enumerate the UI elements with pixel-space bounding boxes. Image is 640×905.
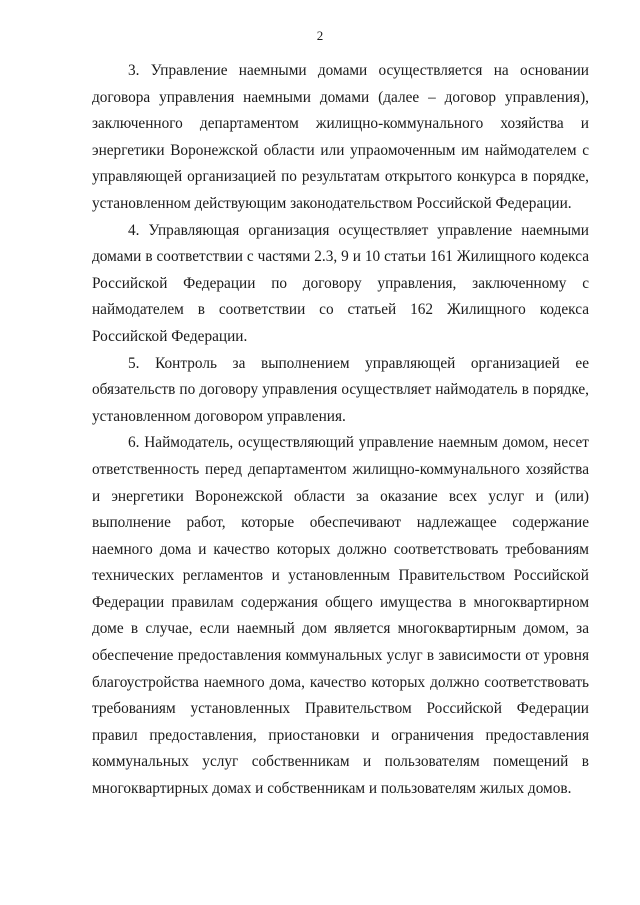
paragraph-5: 5. Контроль за выполнением управляющей организацией ее обязательств по договору управления осуществляет наймодатель в порядке, установленном договором управления. [92,354,589,425]
page-number: 2 [316,28,324,43]
document-body [92,58,589,803]
paragraph-3: 3. Управление наемными домами осуществляется на основании договора управления наемными домами (далее – договор управления), заключенного департаментом жилищно-коммунального хозяйства и энергетики Воронежской области или упраомоченным им наймодателем с управляющей организацией по результатам открытого конкурса в порядке, установленном действующим законодательством Российской Федерации. [92,62,589,212]
paragraph-6: 6. Наймодатель, осуществляющий управление наемным домом, несет ответственность перед департаментом жилищно-коммунального хозяйства и энергетики Воронежской области за оказание всех услуг и (или) выполнение работ, которые обеспечивают надлежащее содержание наемного дома и качество которых должно соответствовать требованиям технических регламентов и установленным Правительством Российской Федерации правилам содержания общего имущества в многоквартирном доме в случае, если наемный дом является многоквартирным домом, за обеспечение предоставления коммунальных услуг в зависимости от уровня благоустройства наемного дома, качество которых должно соответствовать требованиям установленных Правительством Российской Федерации правил предоставления, приостановки и ограничения предоставления коммунальных услуг собственникам и пользователям помещений в многоквартирных домах и собственникам и пользователям жилых домов. [92,434,589,798]
paragraph-4: 4. Управляющая организация осуществляет управление наемными домами в соответствии с частями 2.3, 9 и 10 статьи 161 Жилищного кодекса Российской Федерации по договору управления, заключенному с наймодателем в соответствии со статьей 162 Жилищного кодекса Российской Федерации. [92,221,589,345]
